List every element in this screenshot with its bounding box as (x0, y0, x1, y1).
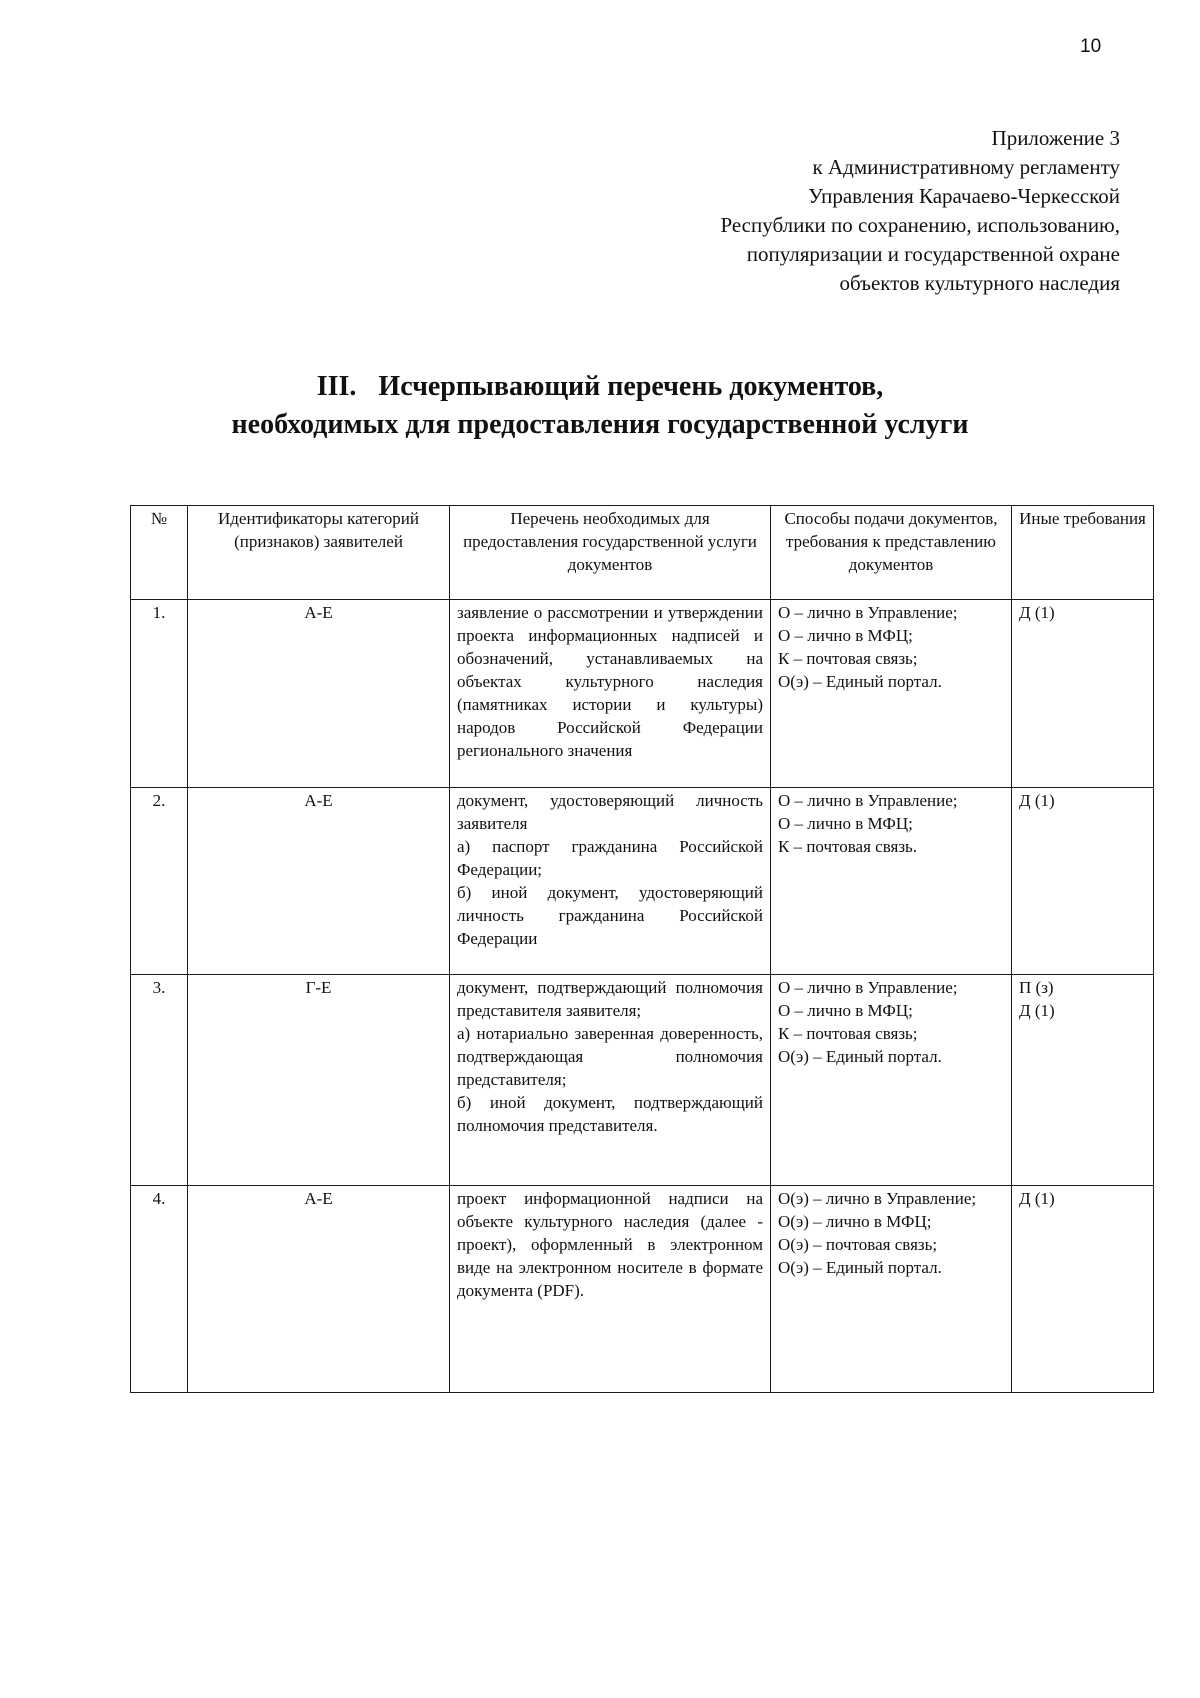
document-item: а) нотариально заверенная доверенность, подтверждающая полномочия представителя; (457, 1024, 763, 1089)
row-other-requirements (1012, 600, 1154, 788)
row-submission-methods (771, 788, 1012, 975)
method-item: О(э) – Единый портал. (778, 1047, 942, 1066)
method-item: К – почтовая связь; (778, 649, 918, 668)
method-item: К – почтовая связь; (778, 1024, 918, 1043)
method-item: О(э) – почтовая связь; (778, 1235, 938, 1254)
appendix-line: объектов культурного наследия (839, 271, 1120, 295)
method-item: К – почтовая связь. (778, 837, 918, 856)
appendix-line: Республики по сохранению, использованию, (720, 213, 1120, 237)
row-identifiers: А-Е (188, 1186, 450, 1393)
requirement-item: Д (1) (1019, 1001, 1055, 1020)
header-other-requirements: Иные требования (1012, 506, 1154, 600)
row-identifiers: Г-Е (188, 975, 450, 1186)
row-submission-methods (771, 600, 1012, 788)
requirement-item: Д (1) (1019, 1189, 1055, 1208)
row-identifiers: А-Е (188, 600, 450, 788)
appendix-line: популяризации и государственной охране (746, 242, 1120, 266)
method-item: О(э) – Единый портал. (778, 672, 942, 691)
document-item: проект информационной надписи на объекте культурного наследия (далее - проект), оформленный в электронном виде на электронном носителе в формате документа (PDF). (457, 1189, 763, 1300)
appendix-line: Приложение 3 (991, 126, 1120, 150)
appendix-block (560, 124, 1120, 298)
heading-line-1 (0, 368, 1200, 406)
row-other-requirements (1012, 975, 1154, 1186)
method-item: О – лично в МФЦ; (778, 814, 913, 833)
page-number: 10 (1080, 36, 1102, 57)
table-row (131, 1186, 1154, 1393)
document-item: заявление о рассмотрении и утверждении проекта информационных надписей и обозначений, устанавливаемых на объектах культурного наследия (памятниках истории и культуры) народов Российской Федерации регионального значения (457, 603, 763, 760)
row-submission-methods (771, 1186, 1012, 1393)
header-number: № (131, 506, 188, 600)
document-item: а) паспорт гражданина Российской Федерации; (457, 837, 763, 879)
method-item: О – лично в Управление; (778, 603, 958, 622)
row-documents (450, 1186, 771, 1393)
row-documents (450, 788, 771, 975)
heading-title-1: Исчерпывающий перечень документов, (378, 371, 884, 402)
row-other-requirements (1012, 1186, 1154, 1393)
method-item: О – лично в Управление; (778, 791, 958, 810)
document-item: б) иной документ, подтверждающий полномочия представителя. (457, 1093, 763, 1135)
heading-line-2: необходимых для предоставления государственной услуги (231, 409, 969, 440)
header-documents: Перечень необходимых для предоставления государственной услуги документов (450, 506, 771, 600)
method-item: О – лично в МФЦ; (778, 1001, 913, 1020)
table-header-row (131, 506, 1154, 600)
appendix-line: Управления Карачаево-Черкесской (808, 184, 1120, 208)
section-number: III. (316, 371, 357, 402)
section-heading (0, 368, 1200, 444)
method-item: О – лично в Управление; (778, 978, 958, 997)
method-item: О – лично в МФЦ; (778, 626, 913, 645)
method-item: О(э) – лично в МФЦ; (778, 1212, 932, 1231)
header-submission-methods: Способы подачи документов, требования к представлению документов (771, 506, 1012, 600)
document-item: документ, подтверждающий полномочия представителя заявителя; (457, 978, 763, 1020)
appendix-line: к Административному регламенту (812, 155, 1120, 179)
row-identifiers: А-Е (188, 788, 450, 975)
table-row (131, 788, 1154, 975)
requirement-item: П (з) (1019, 978, 1054, 997)
row-number: 2. (131, 788, 188, 975)
row-number: 1. (131, 600, 188, 788)
requirement-item: Д (1) (1019, 791, 1055, 810)
method-item: О(э) – Единый портал. (778, 1258, 942, 1277)
header-identifiers: Идентификаторы категорий (признаков) заявителей (188, 506, 450, 600)
row-submission-methods (771, 975, 1012, 1186)
row-documents (450, 975, 771, 1186)
table-row (131, 600, 1154, 788)
row-number: 3. (131, 975, 188, 1186)
row-documents (450, 600, 771, 788)
table-row (131, 975, 1154, 1186)
requirement-item: Д (1) (1019, 603, 1055, 622)
documents-table (130, 505, 1154, 1393)
method-item: О(э) – лично в Управление; (778, 1189, 977, 1208)
row-other-requirements (1012, 788, 1154, 975)
row-number: 4. (131, 1186, 188, 1393)
document-item: б) иной документ, удостоверяющий личность гражданина Российской Федерации (457, 883, 763, 948)
document-item: документ, удостоверяющий личность заявителя (457, 791, 763, 833)
